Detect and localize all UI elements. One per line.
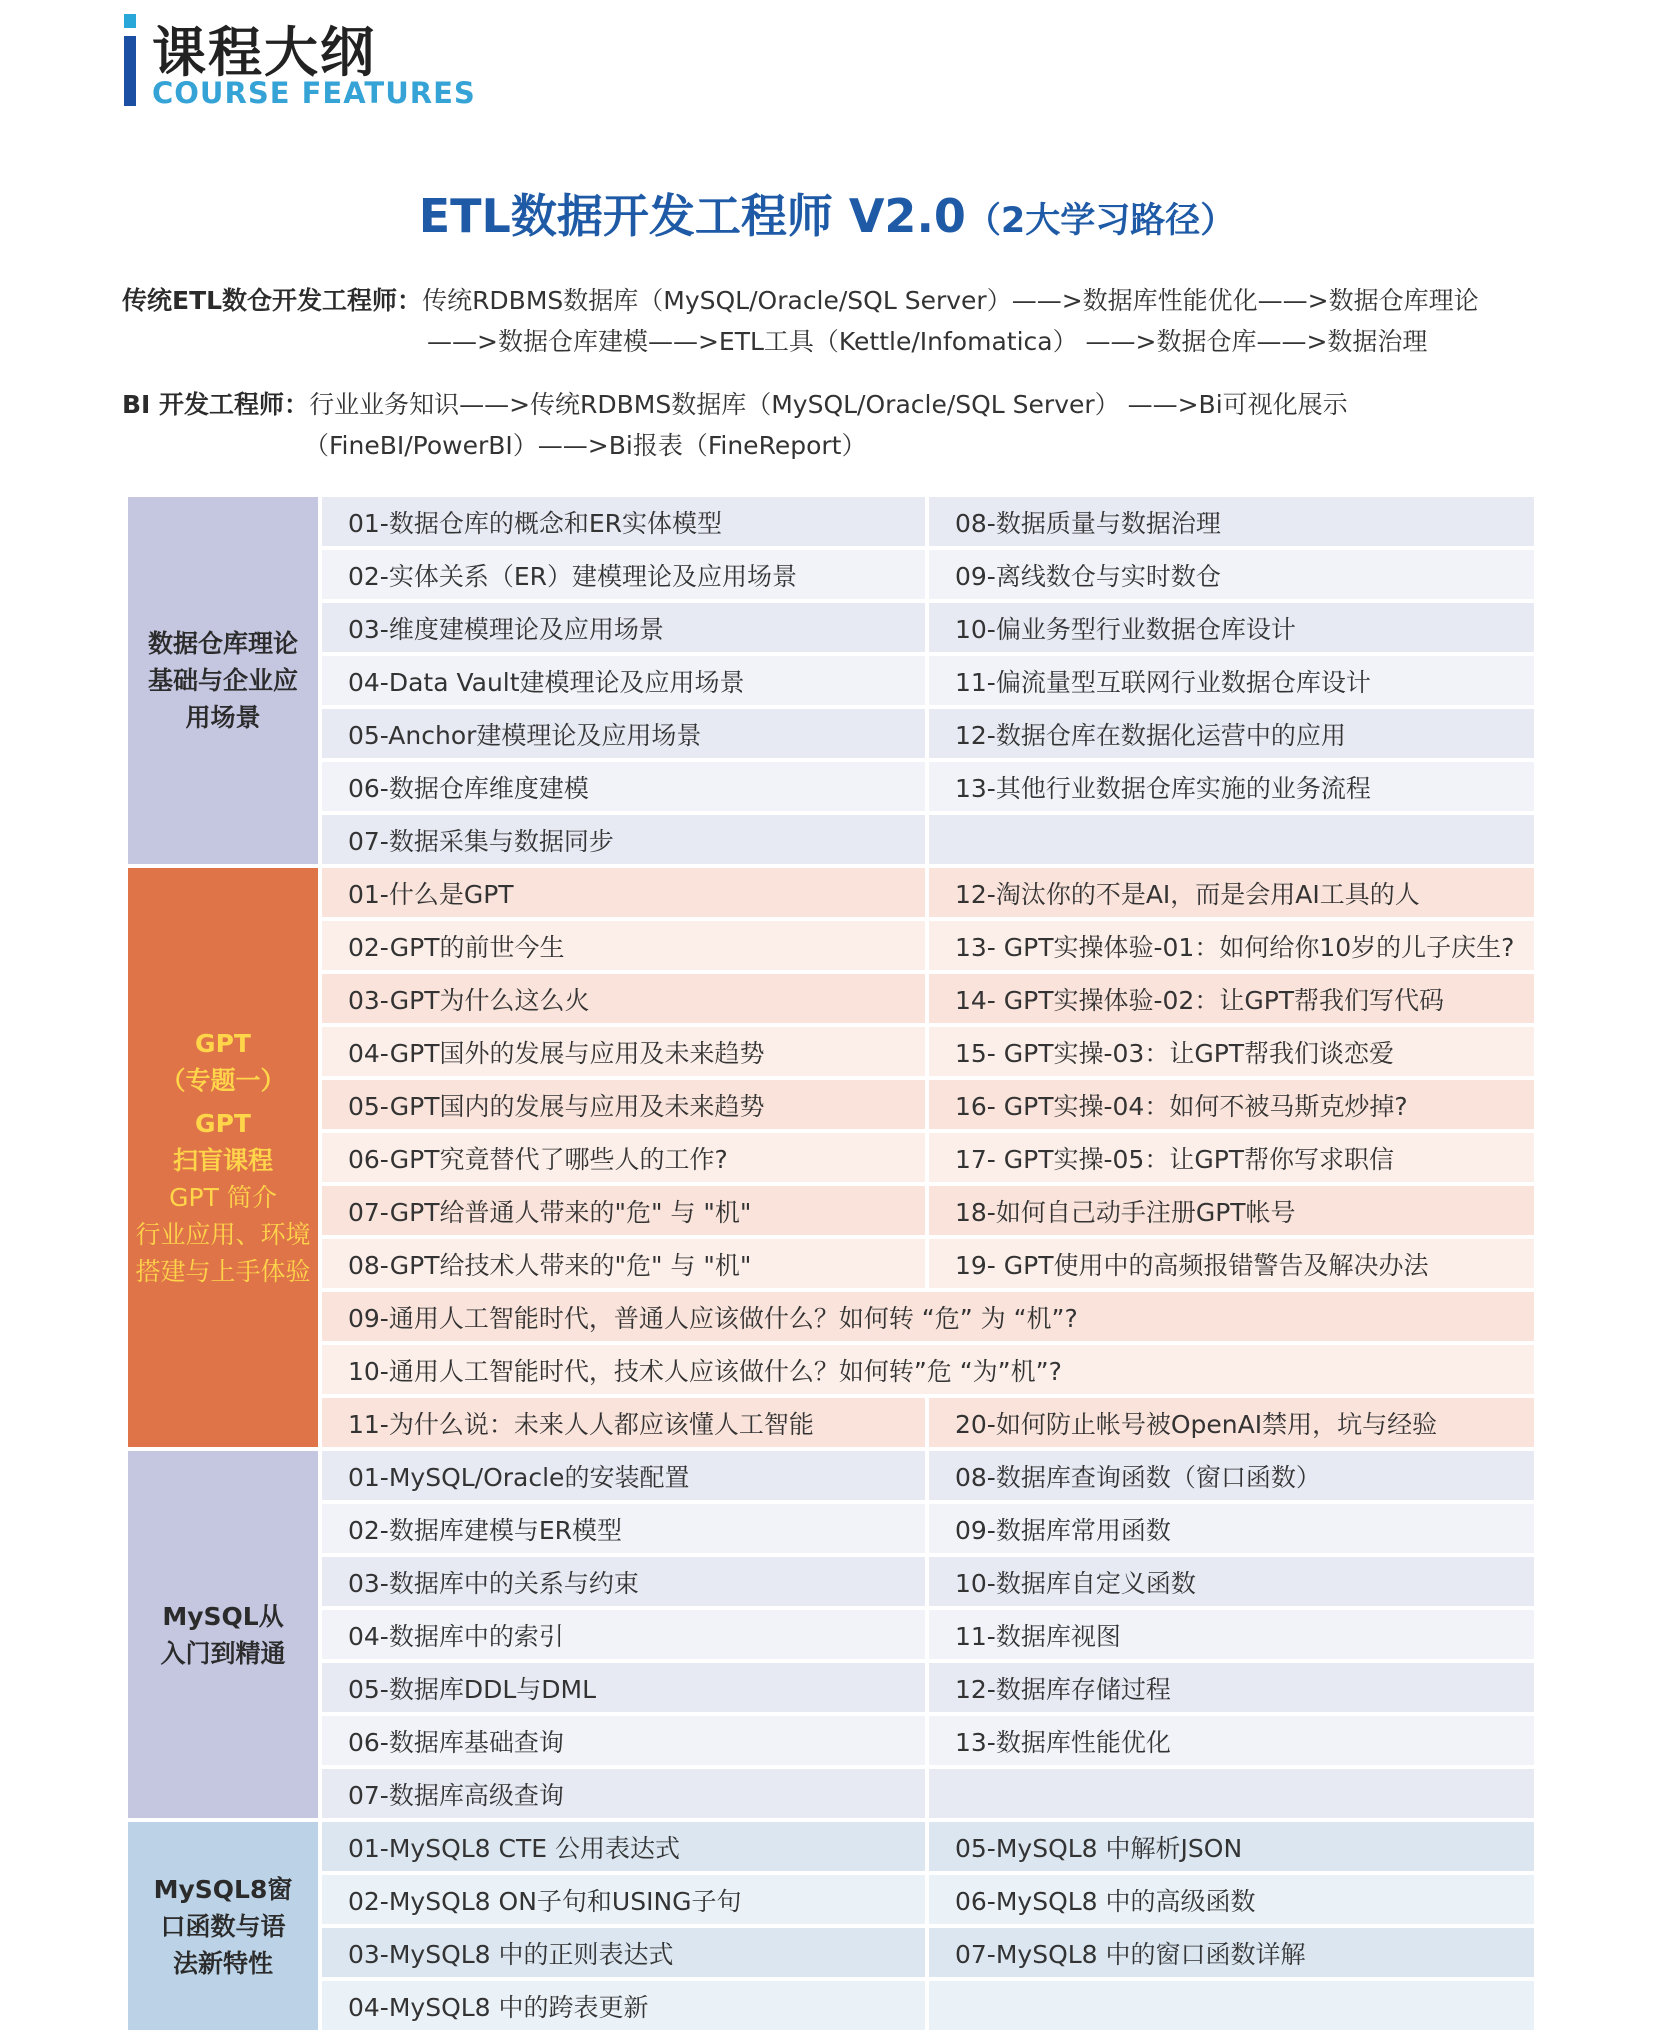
course-item: 05-数据库DDL与DML (322, 1663, 925, 1712)
course-item: 03-数据库中的关系与约束 (322, 1557, 925, 1606)
table-row (128, 550, 1534, 599)
course-item: 10-偏业务型行业数据仓库设计 (929, 603, 1534, 652)
section-label: 数据仓库理论基础与企业应用场景 (128, 497, 318, 864)
table-row (128, 1981, 1534, 2030)
table-row (128, 1398, 1534, 1447)
course-item: 03-维度建模理论及应用场景 (322, 603, 925, 652)
course-item: 05-Anchor建模理论及应用场景 (322, 709, 925, 758)
course-item: 12-数据库存储过程 (929, 1663, 1534, 1712)
table-row (128, 1716, 1534, 1765)
section-label: MySQL从入门到精通 (128, 1451, 318, 1818)
course-item: 01-MySQL8 CTE 公用表达式 (322, 1822, 925, 1871)
table-row (128, 1027, 1534, 1076)
course-item: 10-数据库自定义函数 (929, 1557, 1534, 1606)
table-row (128, 656, 1534, 705)
path-label: 传统ETL数仓开发工程师： (122, 286, 423, 315)
logo-title: 课程大纲 (152, 21, 376, 84)
table-row (128, 1080, 1534, 1129)
table-row (128, 1239, 1534, 1288)
table-row (128, 762, 1534, 811)
course-item: 04-MySQL8 中的跨表更新 (322, 1981, 925, 2030)
course-item: 02-GPT的前世今生 (322, 921, 925, 970)
table-row (128, 1557, 1534, 1606)
course-item: 04-GPT国外的发展与应用及未来趋势 (322, 1027, 925, 1076)
table-row (128, 1928, 1534, 1977)
table-row (128, 1663, 1534, 1712)
course-item: 15- GPT实操-03：让GPT帮我们谈恋爱 (929, 1027, 1534, 1076)
course-item: 04-数据库中的索引 (322, 1610, 925, 1659)
section-label: GPT （专题一） GPT 扫盲课程 GPT 简介 行业应用、环境 搭建与上手体验 (128, 868, 318, 1447)
course-item: 07-GPT给普通人带来的"危" 与 "机" (322, 1186, 925, 1235)
table-row (128, 497, 1534, 546)
section-gpt (128, 868, 1534, 1447)
path-label: BI 开发工程师： (122, 390, 310, 419)
logo-bar-shape (124, 36, 136, 106)
course-item: 01-MySQL/Oracle的安装配置 (322, 1451, 925, 1500)
section-mysql8 (128, 1822, 1534, 2030)
course-item: 02-实体关系（ER）建模理论及应用场景 (322, 550, 925, 599)
course-item: 07-数据采集与数据同步 (322, 815, 925, 864)
course-item: 06-数据库基础查询 (322, 1716, 925, 1765)
course-item: 09-数据库常用函数 (929, 1504, 1534, 1553)
course-item: 10-通用人工智能时代，技术人应该做什么？如何转”危 “为”机”? (322, 1345, 1534, 1394)
course-item: 12-数据仓库在数据化运营中的应用 (929, 709, 1534, 758)
course-item: 07-MySQL8 中的窗口函数详解 (929, 1928, 1534, 1977)
course-item: 13- GPT实操体验-01：如何给你10岁的儿子庆生? (929, 921, 1534, 970)
table-row (128, 1345, 1534, 1394)
course-item: 01-什么是GPT (322, 868, 925, 917)
path-line: 传统RDBMS数据库（MySQL/Oracle/SQL Server）——>数据库性能优化——>数据仓库理论 (422, 286, 1479, 315)
course-item: 13-其他行业数据仓库实施的业务流程 (929, 762, 1534, 811)
course-item: 12-淘汰你的不是AI，而是会用AI工具的人 (929, 868, 1534, 917)
table-row (128, 921, 1534, 970)
page-title (0, 180, 1654, 246)
course-item (929, 815, 1534, 864)
course-item: 03-MySQL8 中的正则表达式 (322, 1928, 925, 1977)
table-row (128, 1451, 1534, 1500)
course-item: 02-MySQL8 ON子句和USING子句 (322, 1875, 925, 1924)
course-item: 08-GPT给技术人带来的"危" 与 "机" (322, 1239, 925, 1288)
table-row (128, 603, 1534, 652)
learning-path-etl (122, 280, 1479, 362)
course-item: 09-通用人工智能时代，普通人应该做什么？如何转 “危” 为 “机”? (322, 1292, 1534, 1341)
learning-path-bi (122, 384, 1348, 466)
table-row (128, 868, 1534, 917)
section-label: MySQL8窗口函数与语法新特性 (128, 1822, 318, 2030)
table-row (128, 974, 1534, 1023)
course-item: 06-MySQL8 中的高级函数 (929, 1875, 1534, 1924)
course-item: 11-为什么说：未来人人都应该懂人工智能 (322, 1398, 925, 1447)
path-line: （FineBI/PowerBI）——>Bi报表（FineReport） (304, 431, 867, 460)
page-title-suffix: （2大学习路径） (965, 201, 1236, 241)
table-row (128, 1504, 1534, 1553)
course-outline-table (124, 493, 1538, 2034)
course-item: 08-数据库查询函数（窗口函数） (929, 1451, 1534, 1500)
course-item (929, 1981, 1534, 2030)
course-item (929, 1769, 1534, 1818)
section-data-warehouse (128, 497, 1534, 864)
course-item: 11-偏流量型互联网行业数据仓库设计 (929, 656, 1534, 705)
course-item: 05-GPT国内的发展与应用及未来趋势 (322, 1080, 925, 1129)
course-item: 08-数据质量与数据治理 (929, 497, 1534, 546)
course-item: 06-GPT究竟替代了哪些人的工作? (322, 1133, 925, 1182)
course-item: 03-GPT为什么这么火 (322, 974, 925, 1023)
course-item: 14- GPT实操体验-02：让GPT帮我们写代码 (929, 974, 1534, 1023)
course-item: 16- GPT实操-04：如何不被马斯克炒掉? (929, 1080, 1534, 1129)
course-item: 05-MySQL8 中解析JSON (929, 1822, 1534, 1871)
course-item: 07-数据库高级查询 (322, 1769, 925, 1818)
path-line: ——>数据仓库建模——>ETL工具（Kettle/Infomatica） ——>数据仓库——>数据治理 (427, 327, 1428, 356)
path-line: 行业业务知识——>传统RDBMS数据库（MySQL/Oracle/SQL Server） ——>Bi可视化展示 (309, 390, 1348, 419)
logo-dot-shape (124, 14, 136, 28)
course-item: 09-离线数仓与实时数仓 (929, 550, 1534, 599)
table-row (128, 815, 1534, 864)
course-item: 11-数据库视图 (929, 1610, 1534, 1659)
course-item: 06-数据仓库维度建模 (322, 762, 925, 811)
page-title-main: ETL数据开发工程师 V2.0 (418, 189, 966, 243)
table-row (128, 1875, 1534, 1924)
table-row (128, 709, 1534, 758)
table-row (128, 1133, 1534, 1182)
course-item: 19- GPT使用中的高频报错警告及解决办法 (929, 1239, 1534, 1288)
table-row (128, 1186, 1534, 1235)
course-item: 04-Data Vault建模理论及应用场景 (322, 656, 925, 705)
course-item: 18-如何自己动手注册GPT帐号 (929, 1186, 1534, 1235)
course-item: 02-数据库建模与ER模型 (322, 1504, 925, 1553)
course-item: 17- GPT实操-05：让GPT帮你写求职信 (929, 1133, 1534, 1182)
table-row (128, 1610, 1534, 1659)
table-row (128, 1292, 1534, 1341)
course-item: 20-如何防止帐号被OpenAI禁用，坑与经验 (929, 1398, 1534, 1447)
logo-subtitle: COURSE FEATURES (152, 76, 476, 110)
table-row (128, 1769, 1534, 1818)
course-item: 01-数据仓库的概念和ER实体模型 (322, 497, 925, 546)
course-item: 13-数据库性能优化 (929, 1716, 1534, 1765)
section-mysql (128, 1451, 1534, 1818)
table-row (128, 1822, 1534, 1871)
